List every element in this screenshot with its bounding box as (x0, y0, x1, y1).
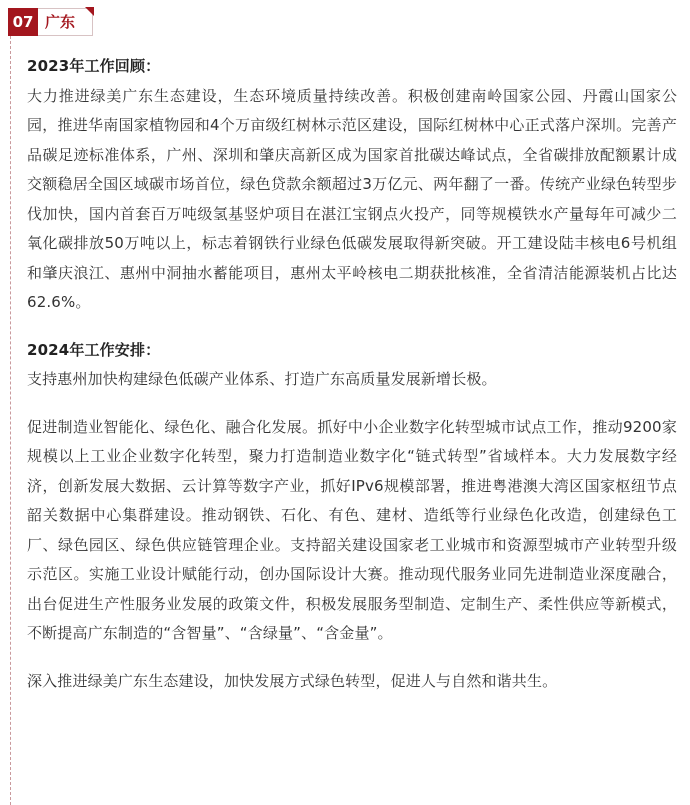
section-title-box (38, 8, 93, 36)
article-content (27, 52, 677, 696)
plan-intro: 支持惠州加快构建绿色低碳产业体系、打造广东高质量发展新增长极。 (27, 370, 497, 388)
review-body: 大力推进绿美广东生态建设，生态环境质量持续改善。积极创建南岭国家公园、丹霞山国家公园，推进华南国家植物园和4个万亩级红树林示范区建设，国际红树林中心正式落户深圳。完善产品碳足迹标准体系，广州、深圳和肇庆高新区成为国家首批碳达峰试点，全省碳排放配额累计成交额稳居全国区域碳市场首位，绿色贷款余额超过3万亿元、两年翻了一番。传统产业绿色转型步伐加快，国内首套百万吨级氢基竖炉项目在湛江宝钢点火投产，同等规模铁水产量每年可减少二氧化碳排放50万吨以上，标志着钢铁行业绿色低碳发展取得新突破。开工建设陆丰核电6号机组和肇庆浪江、惠州中洞抽水蓄能项目，惠州太平岭核电二期获批核准，全省清洁能源装机占比达62.6%。 (27, 86, 677, 311)
review-heading: 2023年工作回顾： (27, 57, 161, 75)
section-title: 广东 (45, 13, 76, 31)
corner-triangle-icon (85, 7, 94, 16)
section-header (8, 8, 90, 36)
section-number: 07 (8, 8, 38, 36)
plan-body: 促进制造业智能化、绿色化、融合化发展。抓好中小企业数字化转型城市试点工作，推动9200家规模以上工业企业数字化转型，聚力打造制造业数字化“链式转型”省域样本。大力发展数字经济，创新发展大数据、云计算等数字产业，抓好IPv6规模部署，推进粤港澳大湾区国家枢纽节点韶关数据中心集群建设。推动钢铁、石化、有色、建材、造纸等行业绿色化改造，创建绿色工厂、绿色园区、绿色供应链管理企业。支持韶关建设国家老工业城市和资源型城市产业转型升级示范区。实施工业设计赋能行动，创办国际设计大赛。推动现代服务业同先进制造业深度融合，出台促进生产性服务业发展的政策文件，积极发展服务型制造、定制生产、柔性供应等新模式，不断提高广东制造的“含智量”、“含绿量”、“含金量”。 (27, 417, 677, 642)
dashed-guide-line (10, 36, 11, 805)
plan-heading: 2024年工作安排： (27, 340, 161, 359)
plan-closing: 深入推进绿美广东生态建设，加快发展方式绿色转型，促进人与自然和谐共生。 (27, 671, 558, 690)
